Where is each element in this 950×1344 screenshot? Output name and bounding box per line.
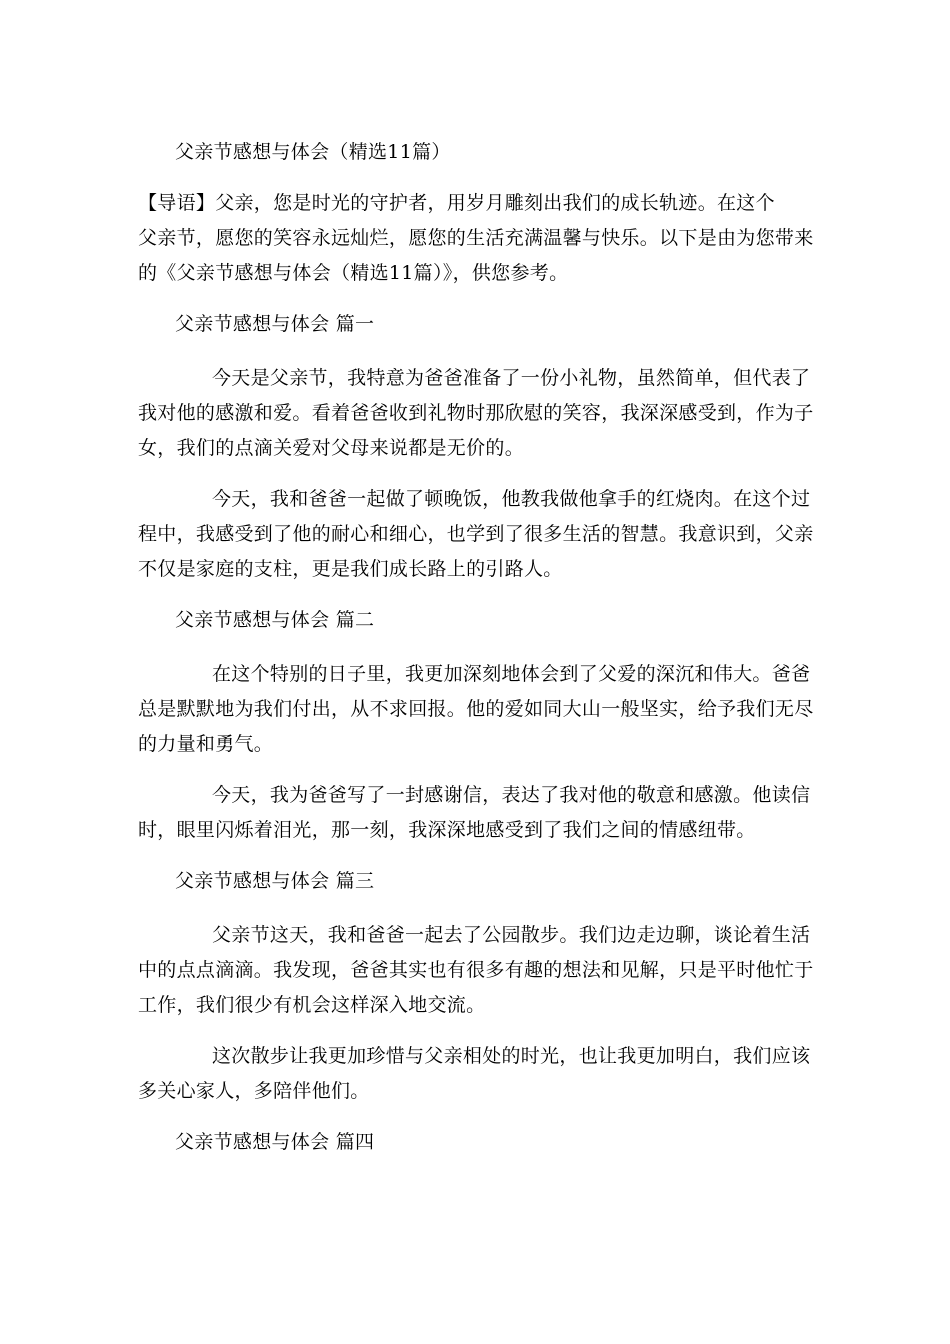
paragraph-line: 父亲节这天，我和爸爸一起去了公园散步。我们边走边聊，谈论着生活 bbox=[212, 924, 811, 946]
paragraph-line: 今天，我为爸爸写了一封感谢信，表达了我对他的敬意和感激。他读信 bbox=[212, 784, 811, 806]
intro-line: 的《父亲节感想与体会（精选11篇）》，供您参考。 bbox=[138, 262, 569, 284]
section-heading: 父亲节感想与体会 篇二 bbox=[175, 609, 375, 631]
section-heading: 父亲节感想与体会 篇三 bbox=[175, 870, 375, 892]
paragraph-line: 我对他的感激和爱。看着爸爸收到礼物时那欣慰的笑容，我深深感受到，作为子 bbox=[138, 402, 814, 424]
section-heading: 父亲节感想与体会 篇一 bbox=[175, 313, 375, 335]
paragraph-line: 工作，我们很少有机会这样深入地交流。 bbox=[138, 994, 486, 1016]
paragraph-line: 今天，我和爸爸一起做了顿晚饭，他教我做他拿手的红烧肉。在这个过 bbox=[212, 488, 811, 510]
paragraph-line: 多关心家人，多陪伴他们。 bbox=[138, 1080, 370, 1102]
intro-line: 【导语】父亲，您是时光的守护者，用岁月雕刻出我们的成长轨迹。在这个 bbox=[138, 192, 775, 214]
paragraph-line: 时，眼里闪烁着泪光，那一刻，我深深地感受到了我们之间的情感纽带。 bbox=[138, 819, 756, 841]
paragraph-line: 女，我们的点滴关爱对父母来说都是无价的。 bbox=[138, 437, 525, 459]
paragraph-line: 在这个特别的日子里，我更加深刻地体会到了父爱的深沉和伟大。爸爸 bbox=[212, 663, 811, 685]
paragraph-line: 今天是父亲节，我特意为爸爸准备了一份小礼物，虽然简单，但代表了 bbox=[212, 367, 811, 389]
paragraph-line: 中的点点滴滴。我发现，爸爸其实也有很多有趣的想法和见解，只是平时他忙于 bbox=[138, 959, 814, 981]
section-heading: 父亲节感想与体会 篇四 bbox=[175, 1131, 375, 1153]
intro-line: 父亲节，愿您的笑容永远灿烂，愿您的生活充满温馨与快乐。以下是由为您带来 bbox=[138, 227, 814, 249]
paragraph-line: 这次散步让我更加珍惜与父亲相处的时光，也让我更加明白，我们应该 bbox=[212, 1045, 811, 1067]
paragraph-line: 的力量和勇气。 bbox=[138, 733, 274, 755]
paragraph-line: 不仅是家庭的支柱，更是我们成长路上的引路人。 bbox=[138, 558, 563, 580]
paragraph-line: 总是默默地为我们付出，从不求回报。他的爱如同大山一般坚实，给予我们无尽 bbox=[138, 698, 814, 720]
document-title: 父亲节感想与体会（精选11篇） bbox=[175, 141, 451, 163]
paragraph-line: 程中，我感受到了他的耐心和细心，也学到了很多生活的智慧。我意识到，父亲 bbox=[138, 523, 814, 545]
